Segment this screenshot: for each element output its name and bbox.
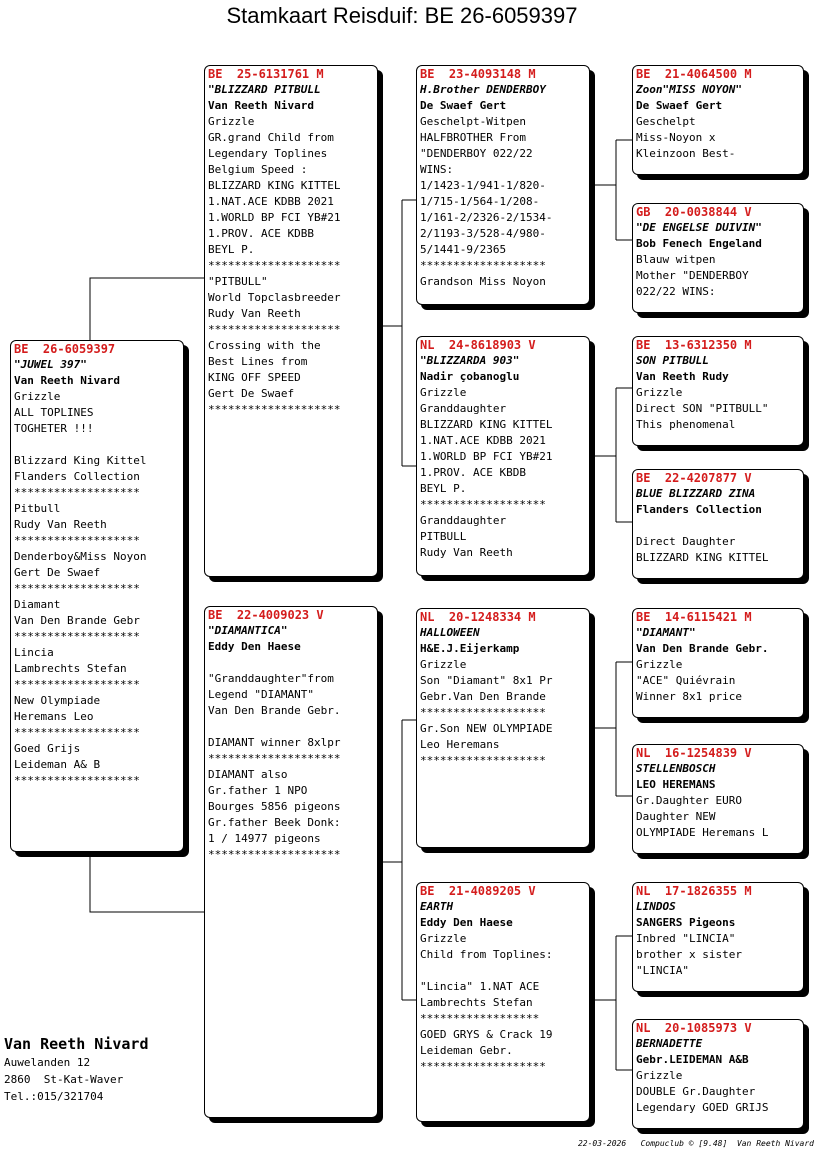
breeder-address: Auwelanden 12 [4, 1056, 91, 1069]
note-line: Rudy Van Reeth [208, 307, 301, 320]
pigeon-name: "DIAMANT" [636, 626, 696, 639]
ring-number: BE 22-4207877 V [636, 471, 752, 485]
note-line: GOED GRYS & Crack 19 [420, 1028, 553, 1041]
great-grandparent-card-mfm[interactable] [632, 744, 804, 854]
note-line: World Topclasbreeder [208, 291, 341, 304]
note-line: 022/22 WINS: [636, 285, 716, 298]
breeder-city: 2860 St-Kat-Waver [4, 1073, 124, 1086]
note-line: Grizzle [636, 658, 683, 671]
note-line: Rudy Van Reeth [420, 546, 513, 559]
note-line: Van Den Brande Gebr. [208, 704, 341, 717]
ring-number: BE 14-6115421 M [636, 610, 752, 624]
note-line: OLYMPIADE Heremans L [636, 826, 769, 839]
note-line: Geschelpt-Witpen [420, 115, 526, 128]
note-line: Belgium Speed : [208, 163, 308, 176]
ring-number: BE 23-4093148 M [420, 67, 536, 81]
pigeon-notes [633, 385, 803, 433]
note-line: Grizzle [420, 386, 467, 399]
breeder-info [4, 1034, 149, 1105]
note-line: DOUBLE Gr.Daughter [636, 1085, 756, 1098]
note-line: "PITBULL" [208, 275, 268, 288]
maternal-grandmother-card[interactable] [416, 882, 590, 1122]
note-line: Grizzle [208, 115, 255, 128]
pigeon-name: EARTH [420, 900, 454, 913]
ring-number: BE 21-4064500 M [636, 67, 752, 81]
note-line: Geschelpt [636, 115, 696, 128]
pigeon-name: "BLIZZARDA 903" [420, 354, 520, 367]
note-line: Goed Grijs [14, 742, 81, 755]
great-grandparent-card-mff[interactable] [632, 608, 804, 718]
pigeon-owner: De Swaef Gert [420, 99, 507, 112]
footer-credit: 22-03-2026 Compuclub © [9.48] Van Reeth Nivard [577, 1139, 814, 1148]
note-line: ******************* [420, 259, 546, 272]
great-grandparent-card-fff[interactable] [632, 65, 804, 175]
note-line [11, 437, 183, 453]
note-line: Son "Diamant" 8x1 Pr [420, 674, 553, 687]
pigeon-owner: Flanders Collection [636, 503, 762, 516]
note-line: Kleinzoon Best- [636, 147, 736, 160]
pigeon-name: "DE ENGELSE DUIVIN" [636, 221, 762, 234]
note-line: Denderboy&Miss Noyon [14, 550, 147, 563]
mother-card[interactable] [204, 606, 378, 1118]
pigeon-owner: Van Reeth Nivard [208, 99, 314, 112]
pigeon-notes [633, 657, 803, 705]
note-line: Granddaughter [420, 514, 507, 527]
note-line: Blizzard King Kittel [14, 454, 147, 467]
note-line: ****************** [420, 1012, 540, 1025]
note-line: Grizzle [420, 658, 467, 671]
note-line: ALL TOPLINES [14, 406, 94, 419]
ring-number: GB 20-0038844 V [636, 205, 752, 219]
note-line: Rudy Van Reeth [14, 518, 107, 531]
note-line: Gert De Swaef [208, 387, 295, 400]
note-line: DIAMANT also [208, 768, 288, 781]
ring-number: BE 22-4009023 V [208, 608, 324, 622]
note-line: This phenomenal [636, 418, 736, 431]
note-line [205, 655, 377, 671]
note-line: ******************* [14, 774, 140, 787]
pigeon-owner: Eddy Den Haese [420, 916, 513, 929]
pigeon-owner: Van Den Brande Gebr. [636, 642, 769, 655]
note-line: BEYL P. [420, 482, 467, 495]
ring-number: NL 17-1826355 M [636, 884, 752, 898]
note-line: 1/161-2/2326-2/1534- [420, 211, 553, 224]
pigeon-name: H.Brother DENDERBOY [420, 83, 546, 96]
note-line: ******************* [14, 726, 140, 739]
note-line: Lincia [14, 646, 54, 659]
page-title: Stamkaart Reisduif: BE 26-6059397 [226, 3, 578, 28]
pigeon-name: HALLOWEEN [420, 626, 480, 639]
note-line: Crossing with the [208, 339, 321, 352]
note-line [205, 719, 377, 735]
note-line: ******************* [14, 582, 140, 595]
pigeon-notes [633, 114, 803, 162]
pigeon-owner: Eddy Den Haese [208, 640, 301, 653]
ring-number: NL 20-1085973 V [636, 1021, 752, 1035]
note-line: Inbred "LINCIA" [636, 932, 736, 945]
note-line: 1 / 14977 pigeons [208, 832, 321, 845]
note-line: ******************* [14, 678, 140, 691]
note-line: PITBULL [420, 530, 467, 543]
pigeon-owner: De Swaef Gert [636, 99, 723, 112]
note-line: ******************* [420, 1060, 546, 1073]
pigeon-name: STELLENBOSCH [636, 762, 716, 775]
note-line: Winner 8x1 price [636, 690, 742, 703]
note-line [633, 518, 803, 534]
note-line: ******************* [420, 498, 546, 511]
note-line: BLIZZARD KING KITTEL [636, 551, 769, 564]
note-line: ******************* [14, 486, 140, 499]
pigeon-notes [633, 518, 803, 566]
note-line: "LINCIA" [636, 964, 689, 977]
ring-number: BE 21-4089205 V [420, 884, 536, 898]
note-line: "Lincia" 1.NAT ACE [420, 980, 540, 993]
note-line: DIAMANT winner 8xlpr [208, 736, 341, 749]
note-line: ******************** [208, 848, 341, 861]
note-line: GR.grand Child from [208, 131, 334, 144]
note-line: Gr.Son NEW OLYMPIADE [420, 722, 553, 735]
pigeon-name: SON PITBULL [636, 354, 709, 367]
note-line: WINS: [420, 163, 454, 176]
pigeon-owner: LEO HEREMANS [636, 778, 716, 791]
note-line: Legendary Toplines [208, 147, 328, 160]
note-line: Blauw witpen [636, 253, 716, 266]
pigeon-owner: Gebr.LEIDEMAN A&B [636, 1053, 749, 1066]
note-line: Best Lines from [208, 355, 308, 368]
note-line: Grizzle [420, 932, 467, 945]
note-line: 1.WORLD BP FCI YB#21 [420, 450, 553, 463]
maternal-grandfather-card[interactable] [416, 608, 590, 848]
note-line: BLIZZARD KING KITTEL [208, 179, 341, 192]
note-line: Direct Daughter [636, 535, 736, 548]
pigeon-owner: H&E.J.Eijerkamp [420, 642, 520, 655]
note-line: 1.PROV. ACE KDBB [208, 227, 314, 240]
note-line: Grandson Miss Noyon [420, 275, 546, 288]
note-line: Gebr.Van Den Brande [420, 690, 546, 703]
note-line: Leo Heremans [420, 738, 500, 751]
note-line: Granddaughter [420, 402, 507, 415]
note-line: brother x sister [636, 948, 742, 961]
note-line: BLIZZARD KING KITTEL [420, 418, 553, 431]
pigeon-notes [205, 114, 377, 418]
pigeon-name: "JUWEL 397" [14, 358, 87, 371]
note-line: ******************* [14, 630, 140, 643]
ring-number: NL 20-1248334 M [420, 610, 536, 624]
note-line: Flanders Collection [14, 470, 140, 483]
note-line: "DENDERBOY 022/22 [420, 147, 533, 160]
pigeon-name: Zoon"MISS NOYON" [636, 83, 742, 96]
note-line: Heremans Leo [14, 710, 94, 723]
note-line [417, 963, 589, 979]
pigeon-notes [417, 385, 589, 561]
note-line: KING OFF SPEED [208, 371, 301, 384]
pigeon-notes [633, 931, 803, 979]
pigeon-name: "DIAMANTICA" [208, 624, 288, 637]
note-line: Legend "DIAMANT" [208, 688, 314, 701]
note-line: Gr.father 1 NPO [208, 784, 308, 797]
note-line: Grizzle [636, 386, 683, 399]
note-line: ******************* [420, 706, 546, 719]
pigeon-notes [417, 931, 589, 1075]
note-line: Legendary GOED GRIJS [636, 1101, 769, 1114]
note-line: ******************** [208, 403, 341, 416]
note-line: BEYL P. [208, 243, 255, 256]
pigeon-notes [633, 252, 803, 300]
note-line: Lambrechts Stefan [420, 996, 533, 1009]
pigeon-notes [633, 1068, 803, 1116]
note-line: Child from Toplines: [420, 948, 553, 961]
note-line: 1.PROV. ACE KBDB [420, 466, 526, 479]
pigeon-notes [205, 655, 377, 863]
great-grandparent-card-fmf[interactable] [632, 336, 804, 446]
subject-pigeon-card[interactable] [10, 340, 184, 852]
breeder-phone: Tel.:015/321704 [4, 1090, 104, 1103]
ring-number: NL 24-8618903 V [420, 338, 536, 352]
ring-number: BE 26-6059397 [14, 342, 116, 356]
note-line: Direct SON "PITBULL" [636, 402, 769, 415]
note-line: ******************** [208, 259, 341, 272]
note-line: 1.WORLD BP FCI YB#21 [208, 211, 341, 224]
note-line: Mother "DENDERBOY [636, 269, 749, 282]
pigeon-owner: Nadir çobanoglu [420, 370, 520, 383]
great-grandparent-card-mmm[interactable] [632, 1019, 804, 1129]
note-line: 1.NAT.ACE KDBB 2021 [420, 434, 546, 447]
note-line: "Granddaughter"from [208, 672, 334, 685]
father-card[interactable] [204, 65, 378, 577]
pigeon-notes [11, 389, 183, 789]
pigeon-owner: SANGERS Pigeons [636, 916, 736, 929]
note-line: Leideman A& B [14, 758, 101, 771]
pigeon-owner: Bob Fenech Engeland [636, 237, 762, 250]
note-line: Miss-Noyon x [636, 131, 716, 144]
note-line: 2/1193-3/528-4/980- [420, 227, 546, 240]
note-line: Grizzle [14, 390, 61, 403]
note-line: ******************* [420, 754, 546, 767]
ring-number: NL 16-1254839 V [636, 746, 752, 760]
note-line: ******************* [14, 534, 140, 547]
note-line: Gert De Swaef [14, 566, 101, 579]
pigeon-notes [417, 114, 589, 290]
great-grandparent-card-fmm[interactable] [632, 469, 804, 579]
note-line: TOGHETER !!! [14, 422, 94, 435]
note-line: Leideman Gebr. [420, 1044, 513, 1057]
pigeon-name: "BLIZZARD PITBULL [208, 83, 321, 96]
note-line: Van Den Brande Gebr [14, 614, 140, 627]
great-grandparent-card-ffm[interactable] [632, 203, 804, 313]
note-line: 1.NAT.ACE KDBB 2021 [208, 195, 334, 208]
note-line: Grizzle [636, 1069, 683, 1082]
paternal-grandfather-card[interactable] [416, 65, 590, 305]
note-line: 5/1441-9/2365 [420, 243, 507, 256]
note-line: Lambrechts Stefan [14, 662, 127, 675]
pigeon-name: BERNADETTE [636, 1037, 703, 1050]
pigeon-notes [633, 793, 803, 841]
note-line: "ACE" Quiévrain [636, 674, 736, 687]
note-line: HALFBROTHER From [420, 131, 526, 144]
note-line: Gr.father Beek Donk: [208, 816, 341, 829]
note-line: New Olympiade [14, 694, 101, 707]
paternal-grandmother-card[interactable] [416, 336, 590, 576]
note-line: ******************** [208, 752, 341, 765]
note-line: 1/715-1/564-1/208- [420, 195, 540, 208]
note-line: Bourges 5856 pigeons [208, 800, 341, 813]
note-line: Pitbull [14, 502, 61, 515]
note-line: Gr.Daughter EURO [636, 794, 742, 807]
pigeon-owner: Van Reeth Nivard [14, 374, 120, 387]
note-line: Daughter NEW [636, 810, 716, 823]
pigeon-name: LINDOS [636, 900, 676, 913]
note-line: ******************** [208, 323, 341, 336]
pigeon-owner: Van Reeth Rudy [636, 370, 729, 383]
ring-number: BE 25-6131761 M [208, 67, 324, 81]
pigeon-name: BLUE BLIZZARD ZINA [636, 487, 756, 500]
great-grandparent-card-mmf[interactable] [632, 882, 804, 992]
pigeon-notes [417, 657, 589, 769]
note-line: Diamant [14, 598, 61, 611]
breeder-name: Van Reeth Nivard [4, 1035, 149, 1053]
note-line: 1/1423-1/941-1/820- [420, 179, 546, 192]
ring-number: BE 13-6312350 M [636, 338, 752, 352]
